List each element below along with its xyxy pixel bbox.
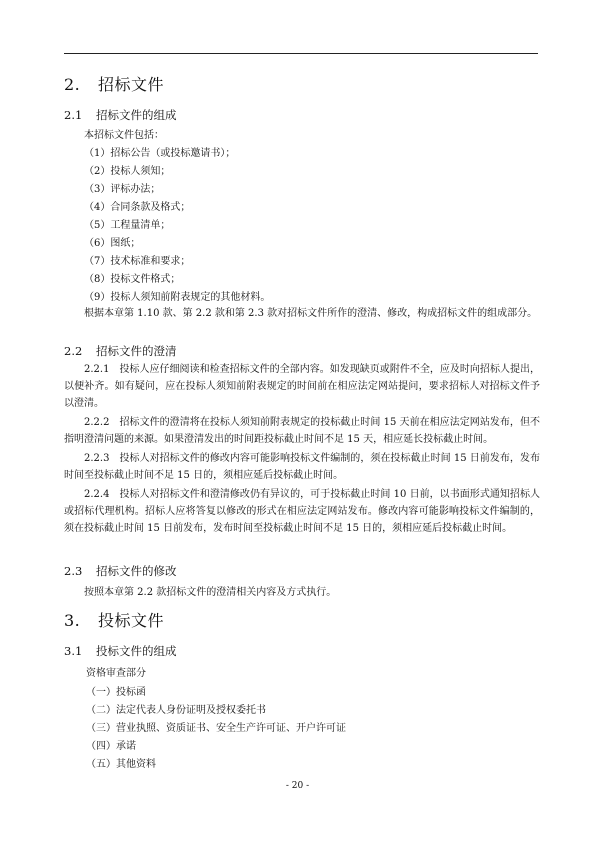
list-item: （三）营业执照、资质证书、安全生产许可证、开户许可证 [86,723,346,734]
list-item: （4）合同条款及格式； [84,202,191,213]
paragraph [64,361,540,413]
paragraph-text: 按照本章第 2.2 款招标文件的澄清相关内容及方式执行。 [84,587,337,598]
subsection-title: 投标文件的组成 [96,644,177,658]
subsection-2-1-heading [64,107,177,123]
paragraph-text: 2.2.4 投标人对招标文件和澄清修改仍有异议的，可于投标截止时间 10 日前，以书面形式通知招标人或招标代理机构。招标人应将答复以修改的形式在相应法定网站发布。修改内容可能影响投标文件编制的，须在投标截止时间 15 日前发布，发布时间至投标截止时间不足 15 日的，须相应延后投标截止时间。 [64,489,540,535]
list-item: （9）投标人须知前附表规定的其他材料。 [84,292,271,303]
list-item: （1）招标公告（或投标邀请书）； [84,148,236,159]
paragraph [64,414,540,448]
subsection-3-1-heading [64,643,177,659]
list-item: （二）法定代表人身份证明及授权委托书 [86,705,266,716]
list-item: （3）评标办法； [84,184,161,195]
intro-text: 本招标文件包括： [84,130,164,141]
subsection-2-2-heading [64,343,177,359]
subsection-title: 招标文件的组成 [96,108,177,122]
subsection-number: 2.1 [64,108,83,122]
paragraph [64,486,540,538]
list-item: （5）工程量清单； [84,220,171,231]
paragraph-text: 2.2.1 投标人应仔细阅读和检查招标文件的全部内容。如发现缺页或附件不全，应及时向招标人提出，以便补齐。如有疑问，应在投标人须知前附表规定的时间前在相应法定网站提问，要求招标人对招标文件予以澄清。 [64,364,540,410]
list-item: （7）技术标准和要求； [84,256,191,267]
list-item: （四）承诺 [86,741,136,752]
list-item: （6）图纸； [84,238,141,249]
subsection-2-3-heading [64,563,177,579]
list-item: （8）投标文件格式； [84,274,181,285]
list-item: （一）投标函 [86,687,146,698]
paragraph [64,450,540,484]
subsection-number: 3.1 [64,644,83,658]
list-item: （2）投标人须知； [84,166,171,177]
section-number: 2. [64,75,81,94]
subsection-number: 2.3 [64,564,83,578]
paragraph-text: 2.2.3 投标人对招标文件的修改内容可能影响投标文件编制的，须在投标截止时间 15 日前发布，发布时间至投标截止时间不足 15 日的，须相应延后投标截止时间。 [64,453,540,482]
section-2-heading [64,72,164,95]
section-title: 招标文件 [98,75,165,94]
subsection-title: 招标文件的修改 [96,564,177,578]
header-rule [64,53,538,54]
paragraph-text: 2.2.2 招标文件的澄清将在投标人须知前附表规定的投标截止时间 15 天前在相应法定网站发布，但不指明澄清问题的来源。如果澄清发出的时间距投标截止时间不足 15 天，相应延长投标截止时间。 [64,417,540,446]
section-3-heading [64,608,164,631]
intro-text: 资格审查部分 [86,668,146,679]
list-item: （五）其他资料 [86,759,156,770]
paragraph [64,305,540,322]
page-number: - 20 - [285,781,310,791]
section-title: 投标文件 [98,611,165,630]
paragraph-text: 根据本章第 1.10 款、第 2.2 款和第 2.3 款对招标文件所作的澄清、修改，构成招标文件的组成部分。 [84,308,538,319]
section-number: 3. [64,611,81,630]
subsection-number: 2.2 [64,344,83,358]
subsection-title: 招标文件的澄清 [96,344,177,358]
